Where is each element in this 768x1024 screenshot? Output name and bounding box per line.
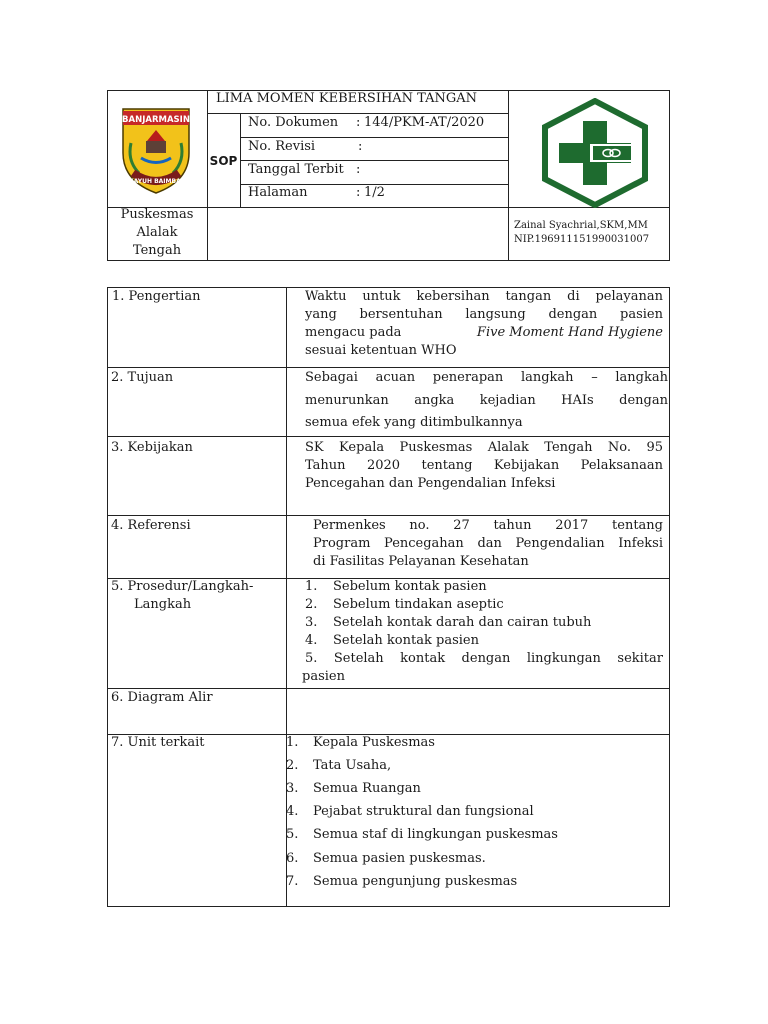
list-item: Kepala Puskesmas [313,735,435,750]
referensi-text: Program Pencegahan dan Pengendalian Infeksi [313,536,663,551]
list-item-number: 4. [286,804,299,819]
section-label: 3. Kebijakan [111,440,193,455]
pengertian-term: Five Moment Hand Hygiene [476,325,663,340]
tujuan-text: menurunkan angka kejadian HAIs dengan [305,393,668,408]
table-row-divider [107,367,670,368]
field-sep: : [358,139,363,154]
section-label: 6. Diagram Alir [111,690,213,705]
list-item: Setelah kontak darah dan cairan tubuh [333,615,592,630]
field-label: Halaman [248,185,308,200]
field-sep: : [356,115,361,130]
city-logo-name: BANJARMASIN [122,115,190,125]
section-label: 1. Pengertian [112,289,201,304]
org-name-line: Puskesmas [120,207,194,222]
section-label: 4. Referensi [111,518,191,533]
pengertian-text: yang bersentuhan langsung dengan pasien [305,307,663,322]
kebijakan-text: Tahun 2020 tentang Kebijakan Pelaksanaan [305,458,663,473]
referensi-text: di Fasilitas Pelayanan Kesehatan [313,554,529,569]
sop-label: SOP [209,154,238,168]
pengertian-text: Waktu untuk kebersihan tangan di pelayanan [305,289,663,304]
city-logo-motto: KAYUH BAIMBAI [129,178,183,185]
kebijakan-text: SK Kepala Puskesmas Alalak Tengah No. 95 [305,440,663,455]
list-item-number: 5. [286,827,299,842]
field-sep: : [356,185,361,200]
list-item: Semua pengunjung puskesmas [313,874,518,889]
list-item: Sebelum tindakan aseptic [333,597,504,612]
section-label: 5. Prosedur/Langkah- [111,579,254,594]
document-title: LIMA MOMEN KEBERSIHAN TANGAN [216,91,478,106]
table-row-divider [107,515,670,516]
list-item: Sebelum kontak pasien [333,579,487,594]
list-item-number: 2. [305,597,318,612]
field-value: 144/PKM-AT/2020 [364,115,485,130]
list-item-number: 1. [286,735,299,750]
list-item-number: 1. [305,579,318,594]
pengertian-text: sesuai ketentuan WHO [305,343,457,358]
list-item-number: 3. [286,781,299,796]
header-divider [207,90,208,261]
list-item-number: 7. [286,874,299,889]
list-item-number: 6. [286,851,299,866]
org-name-line: Tengah [132,243,182,258]
list-item: Semua pasien puskesmas. [313,851,486,866]
field-label: No. Revisi [248,139,316,154]
section-label: 7. Unit terkait [111,735,205,750]
table-row-divider [107,436,670,437]
list-item: Setelah kontak pasien [333,633,479,648]
list-item-number: 4. [305,633,318,648]
field-value: 1/2 [364,185,385,200]
field-label: Tanggal Terbit [248,162,344,177]
list-item: Tata Usaha, [313,758,392,773]
org-name-line: Alalak [136,225,178,240]
section-label: Langkah [134,597,192,612]
field-label: No. Dokumen [248,115,339,130]
list-item: Semua staf di lingkungan puskesmas [313,827,558,842]
field-sep: : [356,162,361,177]
header-divider [508,90,509,261]
tujuan-text: Sebagai acuan penerapan langkah – langkah [305,370,668,385]
kebijakan-text: Pencegahan dan Pengendalian Infeksi [305,476,556,491]
list-item-continuation: pasien [302,669,345,684]
puskesmas-logo [540,98,650,208]
referensi-text: Permenkes no. 27 tahun 2017 tentang [313,518,663,533]
list-item-number: 2. [286,758,299,773]
section-label: 2. Tujuan [111,370,174,385]
signer-name: Zainal Syachrial,SKM,MM [514,220,648,231]
list-item: Pejabat struktural dan fungsional [313,804,534,819]
list-item: Semua Ruangan [313,781,421,796]
list-item: 5. Setelah kontak dengan lingkungan sekitar [305,651,663,666]
city-logo [117,103,195,195]
signer-nip: NIP.196911151990031007 [514,234,650,245]
tujuan-text: semua efek yang ditimbulkannya [305,415,523,430]
list-item-number: 3. [305,615,318,630]
pengertian-text: mengacu pada [305,325,402,340]
